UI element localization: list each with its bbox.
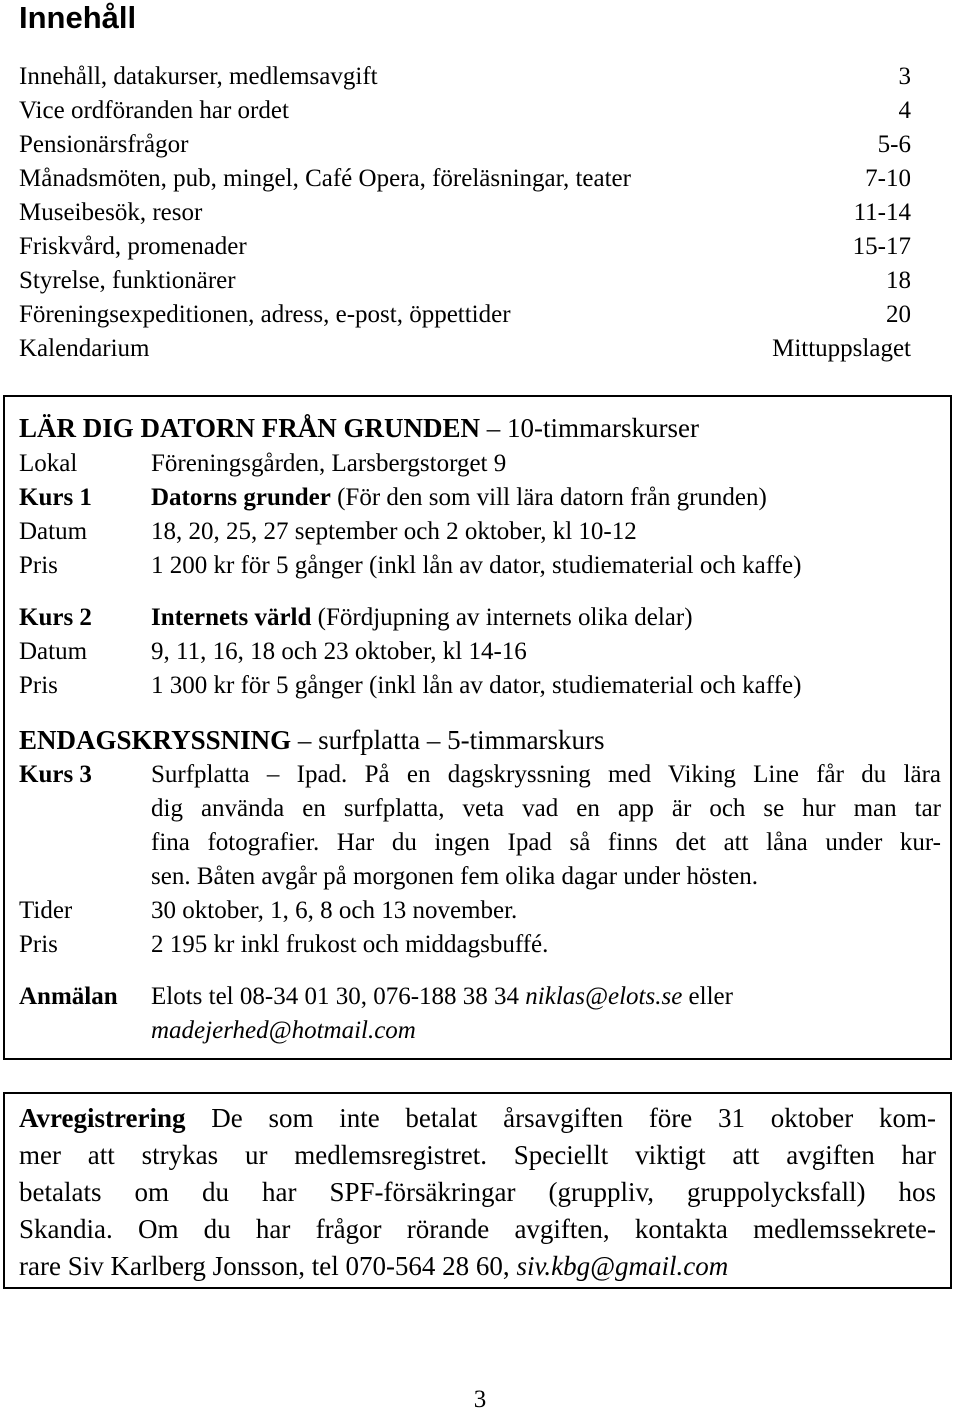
toc-page: Mittuppslaget [772,335,911,362]
avreg-line: rare Siv Karlberg Jonsson, tel 070-564 28 60, siv.kbg@gmail.com [19,1251,729,1281]
toc-title: Styrelse, funktionärer [19,267,236,294]
section-title-datorn: LÄR DIG DATORN FRÅN GRUNDEN – 10-timmarskurser [19,413,699,443]
toc-title: Kalendarium [19,335,150,362]
kurs2-label: Kurs 2 [19,604,92,631]
toc-title: Museibesök, resor [19,199,203,226]
avreg-line: betalats om du har SPF-försäkringar (gruppliv, gruppolycksfall) hos [19,1177,936,1207]
toc-title: Pensionärsfrågor [19,131,189,158]
toc-row [19,94,911,128]
toc-title: Vice ordföranden har ordet [19,97,289,124]
toc-page: 3 [898,63,911,90]
kurs2-description: Internets värld (Fördjupning av internets olika delar) [151,604,693,631]
kurs1-pris: 1 200 kr för 5 gånger (inkl lån av dator, studiematerial och kaffe) [151,552,802,579]
toc-row [19,128,911,162]
avregistrering-text [19,1100,936,1285]
kurs2-datum: 9, 11, 16, 18 och 23 oktober, kl 14-16 [151,638,527,665]
kurs1-pris-label: Pris [19,552,58,579]
kurs1-datum: 18, 20, 25, 27 september och 2 oktober, kl 10-12 [151,518,637,545]
kurs2-datum-label: Datum [19,638,88,665]
toc-title: Friskvård, promenader [19,233,247,260]
anmalan-text: Elots tel 08-34 01 30, 076-188 38 34 niklas@elots.se eller [151,983,733,1010]
toc-row [19,162,911,196]
email-link[interactable]: madejerhed@hotmail.com [151,1017,416,1044]
toc-row [19,264,911,298]
page-number: 3 [473,1386,487,1413]
kurs3-line: Surfplatta – Ipad. På en dagskryssning med Viking Line får du lära [151,761,941,788]
toc-title: Månadsmöten, pub, mingel, Café Opera, föreläsningar, teater [19,165,631,192]
toc-row [19,60,911,94]
kurs3-label: Kurs 3 [19,761,92,788]
toc-page: 15-17 [852,233,911,260]
tider-label: Tider [19,897,73,924]
kurs3-line: sen. Båten avgår på morgonen fem olika dagar under hösten. [151,863,758,890]
toc-page: 7-10 [865,165,911,192]
toc-page: 20 [886,301,911,328]
kurs3-line: dig använda en surfplatta, veta vad en app är och se hur man tar [151,795,941,822]
lokal-value: Föreningsgården, Larsbergstorget 9 [151,450,507,477]
toc-page: 5-6 [877,131,911,158]
kurs2-pris: 1 300 kr för 5 gånger (inkl lån av dator, studiematerial och kaffe) [151,672,802,699]
lokal-label: Lokal [19,450,78,477]
kurs1-datum-label: Datum [19,518,88,545]
toc-row [19,196,911,230]
kurs3-description [151,758,941,894]
email-link[interactable]: niklas@elots.se [525,983,683,1010]
kurs2-pris-label: Pris [19,672,58,699]
kurs3-pris-label: Pris [19,931,58,958]
toc-title: Innehåll, datakurser, medlemsavgift [19,63,378,90]
toc-row [19,298,911,332]
email-link[interactable]: siv.kbg@gmail.com [516,1251,729,1281]
toc-page: 11-14 [853,199,911,226]
table-of-contents [19,60,911,366]
kurs1-description: Datorns grunder (För den som vill lära datorn från grunden) [151,484,767,511]
kurs3-pris: 2 195 kr inkl frukost och middagsbuffé. [151,931,549,958]
toc-row [19,332,911,366]
avreg-line: Avregistrering De som inte betalat årsavgiften före 31 oktober kom- [19,1103,936,1133]
page-title: Innehåll [19,0,137,35]
kurs1-label: Kurs 1 [19,484,92,511]
section-title-endagskryssning: ENDAGSKRYSSNING – surfplatta – 5-timmarskurs [19,725,605,755]
avreg-line: mer att strykas ur medlemsregistret. Speciellt viktigt att avgiften har [19,1140,936,1170]
toc-title: Föreningsexpeditionen, adress, e-post, öppettider [19,301,511,328]
toc-page: 18 [886,267,911,294]
toc-page: 4 [898,97,911,124]
tider-value: 30 oktober, 1, 6, 8 och 13 november. [151,897,518,924]
toc-row [19,230,911,264]
anmalan-label: Anmälan [19,983,118,1010]
kurs3-line: fina fotografier. Har du ingen Ipad så finns det att låna under kur- [151,829,941,856]
avreg-line: Skandia. Om du har frågor rörande avgiften, kontakta medlemssekrete- [19,1214,936,1244]
